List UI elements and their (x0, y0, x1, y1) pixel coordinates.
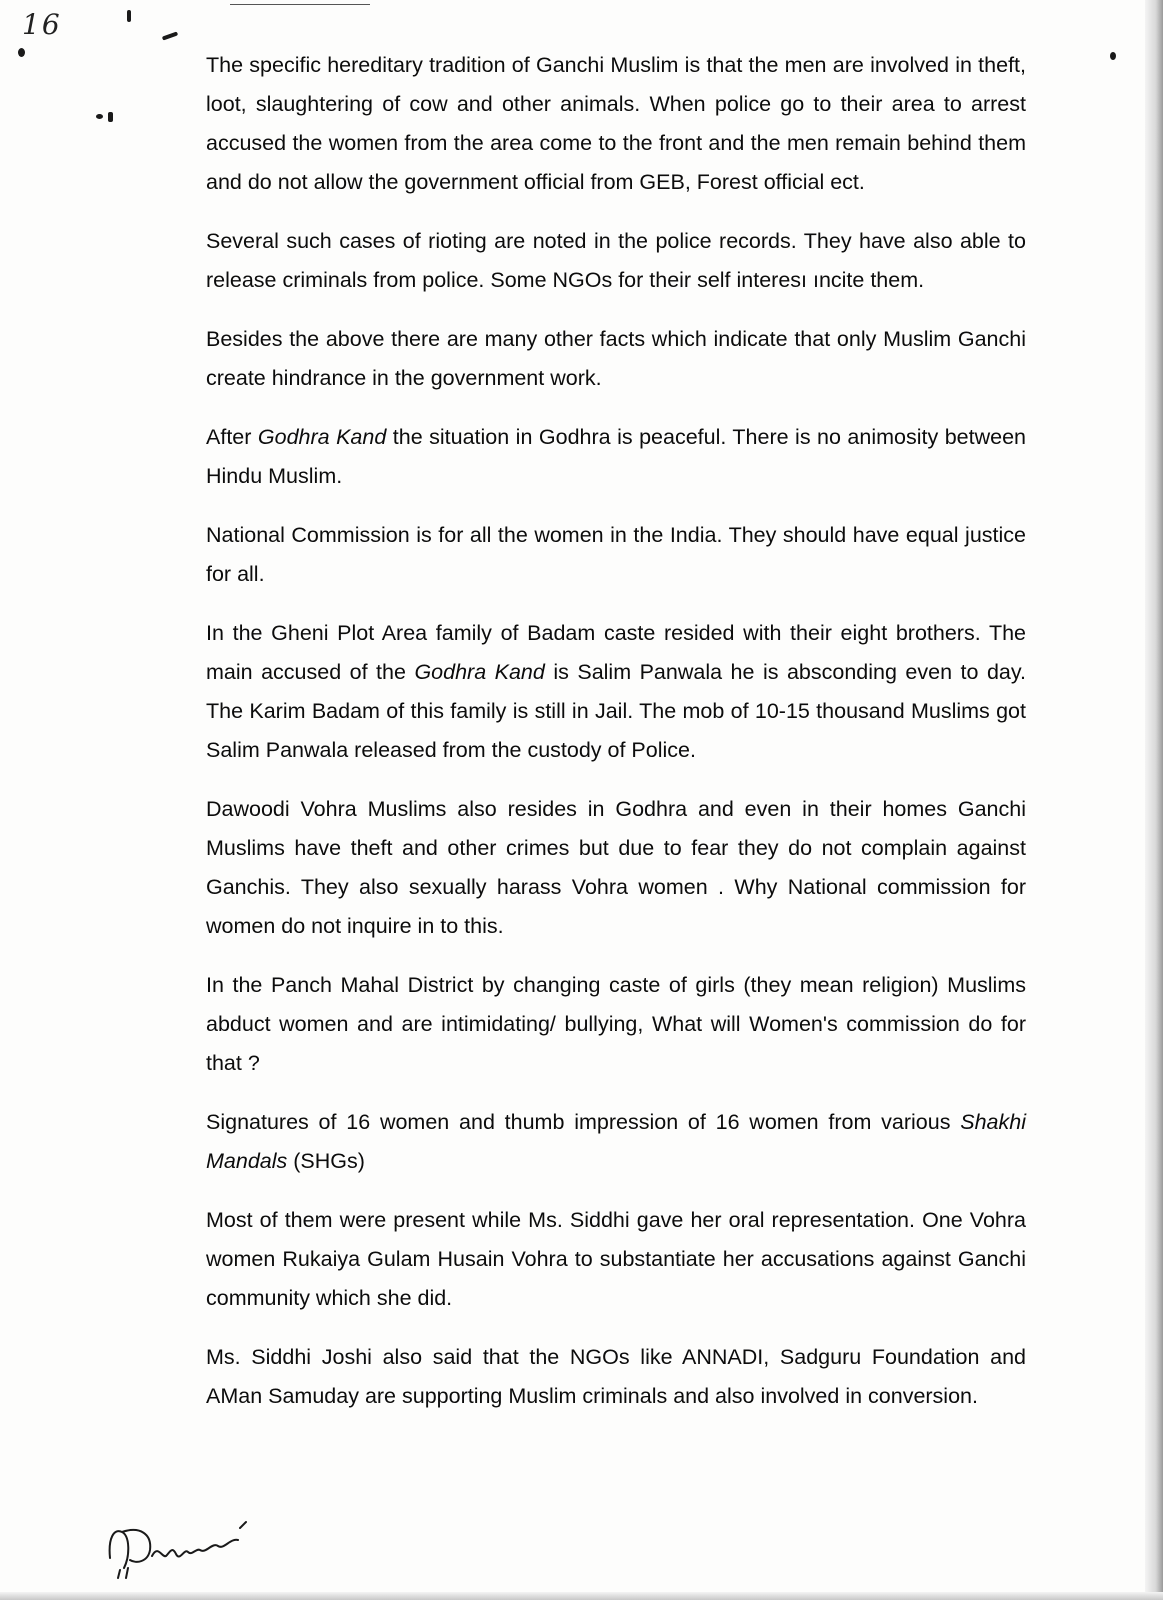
paragraph (206, 1338, 1026, 1416)
text-run: The specific hereditary tradition of Ganchi Muslim is that the men are involved in theft, loot, slaughtering of cow and other animals. When police go to their area to arrest accused the women from the area come to the front and the men remain behind them and do not allow the government official from GEB, Forest official ect. (206, 53, 1026, 194)
text-run: the situation in Godhra is peaceful. There is no animosity between Hindu Muslim. (206, 425, 1027, 488)
page-number: 16 (22, 8, 62, 41)
paragraph (206, 46, 1026, 202)
text-run: is Salim Panwala he is absconding even to day. The Karim Badam of this family is still in Jail. The mob of 10-15 thousand Muslims got Salim Panwala released from the custody of Police. (206, 660, 1026, 762)
text-run: After (206, 425, 258, 449)
italic-term: Shakhi Mandals (206, 1110, 1026, 1173)
paragraph (206, 966, 1026, 1083)
text-run: Signatures of 16 women and thumb impression of 16 women from various (206, 1110, 961, 1134)
text-run: In the Panch Mahal District by changing caste of girls (they mean religion) Muslims abduct women and are intimidating/ bullying, What will Women's commission do for that ? (206, 973, 1026, 1075)
text-run: (SHGs) (287, 1149, 365, 1173)
handwritten-signature (100, 1498, 280, 1588)
text-run: Most of them were present while Ms. Siddhi gave her oral representation. One Vohra women Rukaiya Gulam Husain Vohra to substantiate her accusations against Ganchi community which she did. (206, 1208, 1026, 1310)
scan-page-edge (1145, 0, 1163, 1600)
text-run: Several such cases of rioting are noted in the police records. They have also able to release criminals from police. Some NGOs for their self interesı ıncite them. (206, 229, 1026, 292)
scan-speck (96, 114, 103, 119)
paragraph (206, 614, 1026, 770)
paragraph (206, 418, 1026, 496)
paragraph (206, 516, 1026, 594)
text-run: Ms. Siddhi Joshi also said that the NGOs like ANNADI, Sadguru Foundation and AMan Samuday are supporting Muslim criminals and also involved in conversion. (206, 1345, 1026, 1408)
scan-speck (127, 10, 131, 22)
scan-bottom-edge (0, 1592, 1163, 1600)
italic-term: Godhra Kand (414, 660, 545, 684)
document-body (206, 46, 1026, 1436)
paragraph (206, 222, 1026, 300)
text-run: Dawoodi Vohra Muslims also resides in Godhra and even in their homes Ganchi Muslims have theft and other crimes but due to fear they do not complain against Ganchis. They also sexually harass Vohra women . Why National commission for women do not inquire in to this. (206, 797, 1026, 938)
paragraph (206, 1103, 1026, 1181)
scan-speck (1110, 52, 1116, 60)
scan-speck (18, 48, 25, 57)
paragraph (206, 790, 1026, 946)
scan-speck (108, 112, 113, 122)
text-run: In the Gheni Plot Area family of Badam caste resided with their eight brothers. The main accused of the (206, 621, 1026, 684)
scan-artifact-rule (230, 4, 370, 5)
text-run: Besides the above there are many other facts which indicate that only Muslim Ganchi create hindrance in the government work. (206, 327, 1026, 390)
scan-speck (162, 31, 178, 40)
paragraph (206, 1201, 1026, 1318)
paragraph (206, 320, 1026, 398)
italic-term: Godhra Kand (257, 425, 387, 449)
text-run: National Commission is for all the women in the India. They should have equal justice for all. (206, 523, 1026, 586)
